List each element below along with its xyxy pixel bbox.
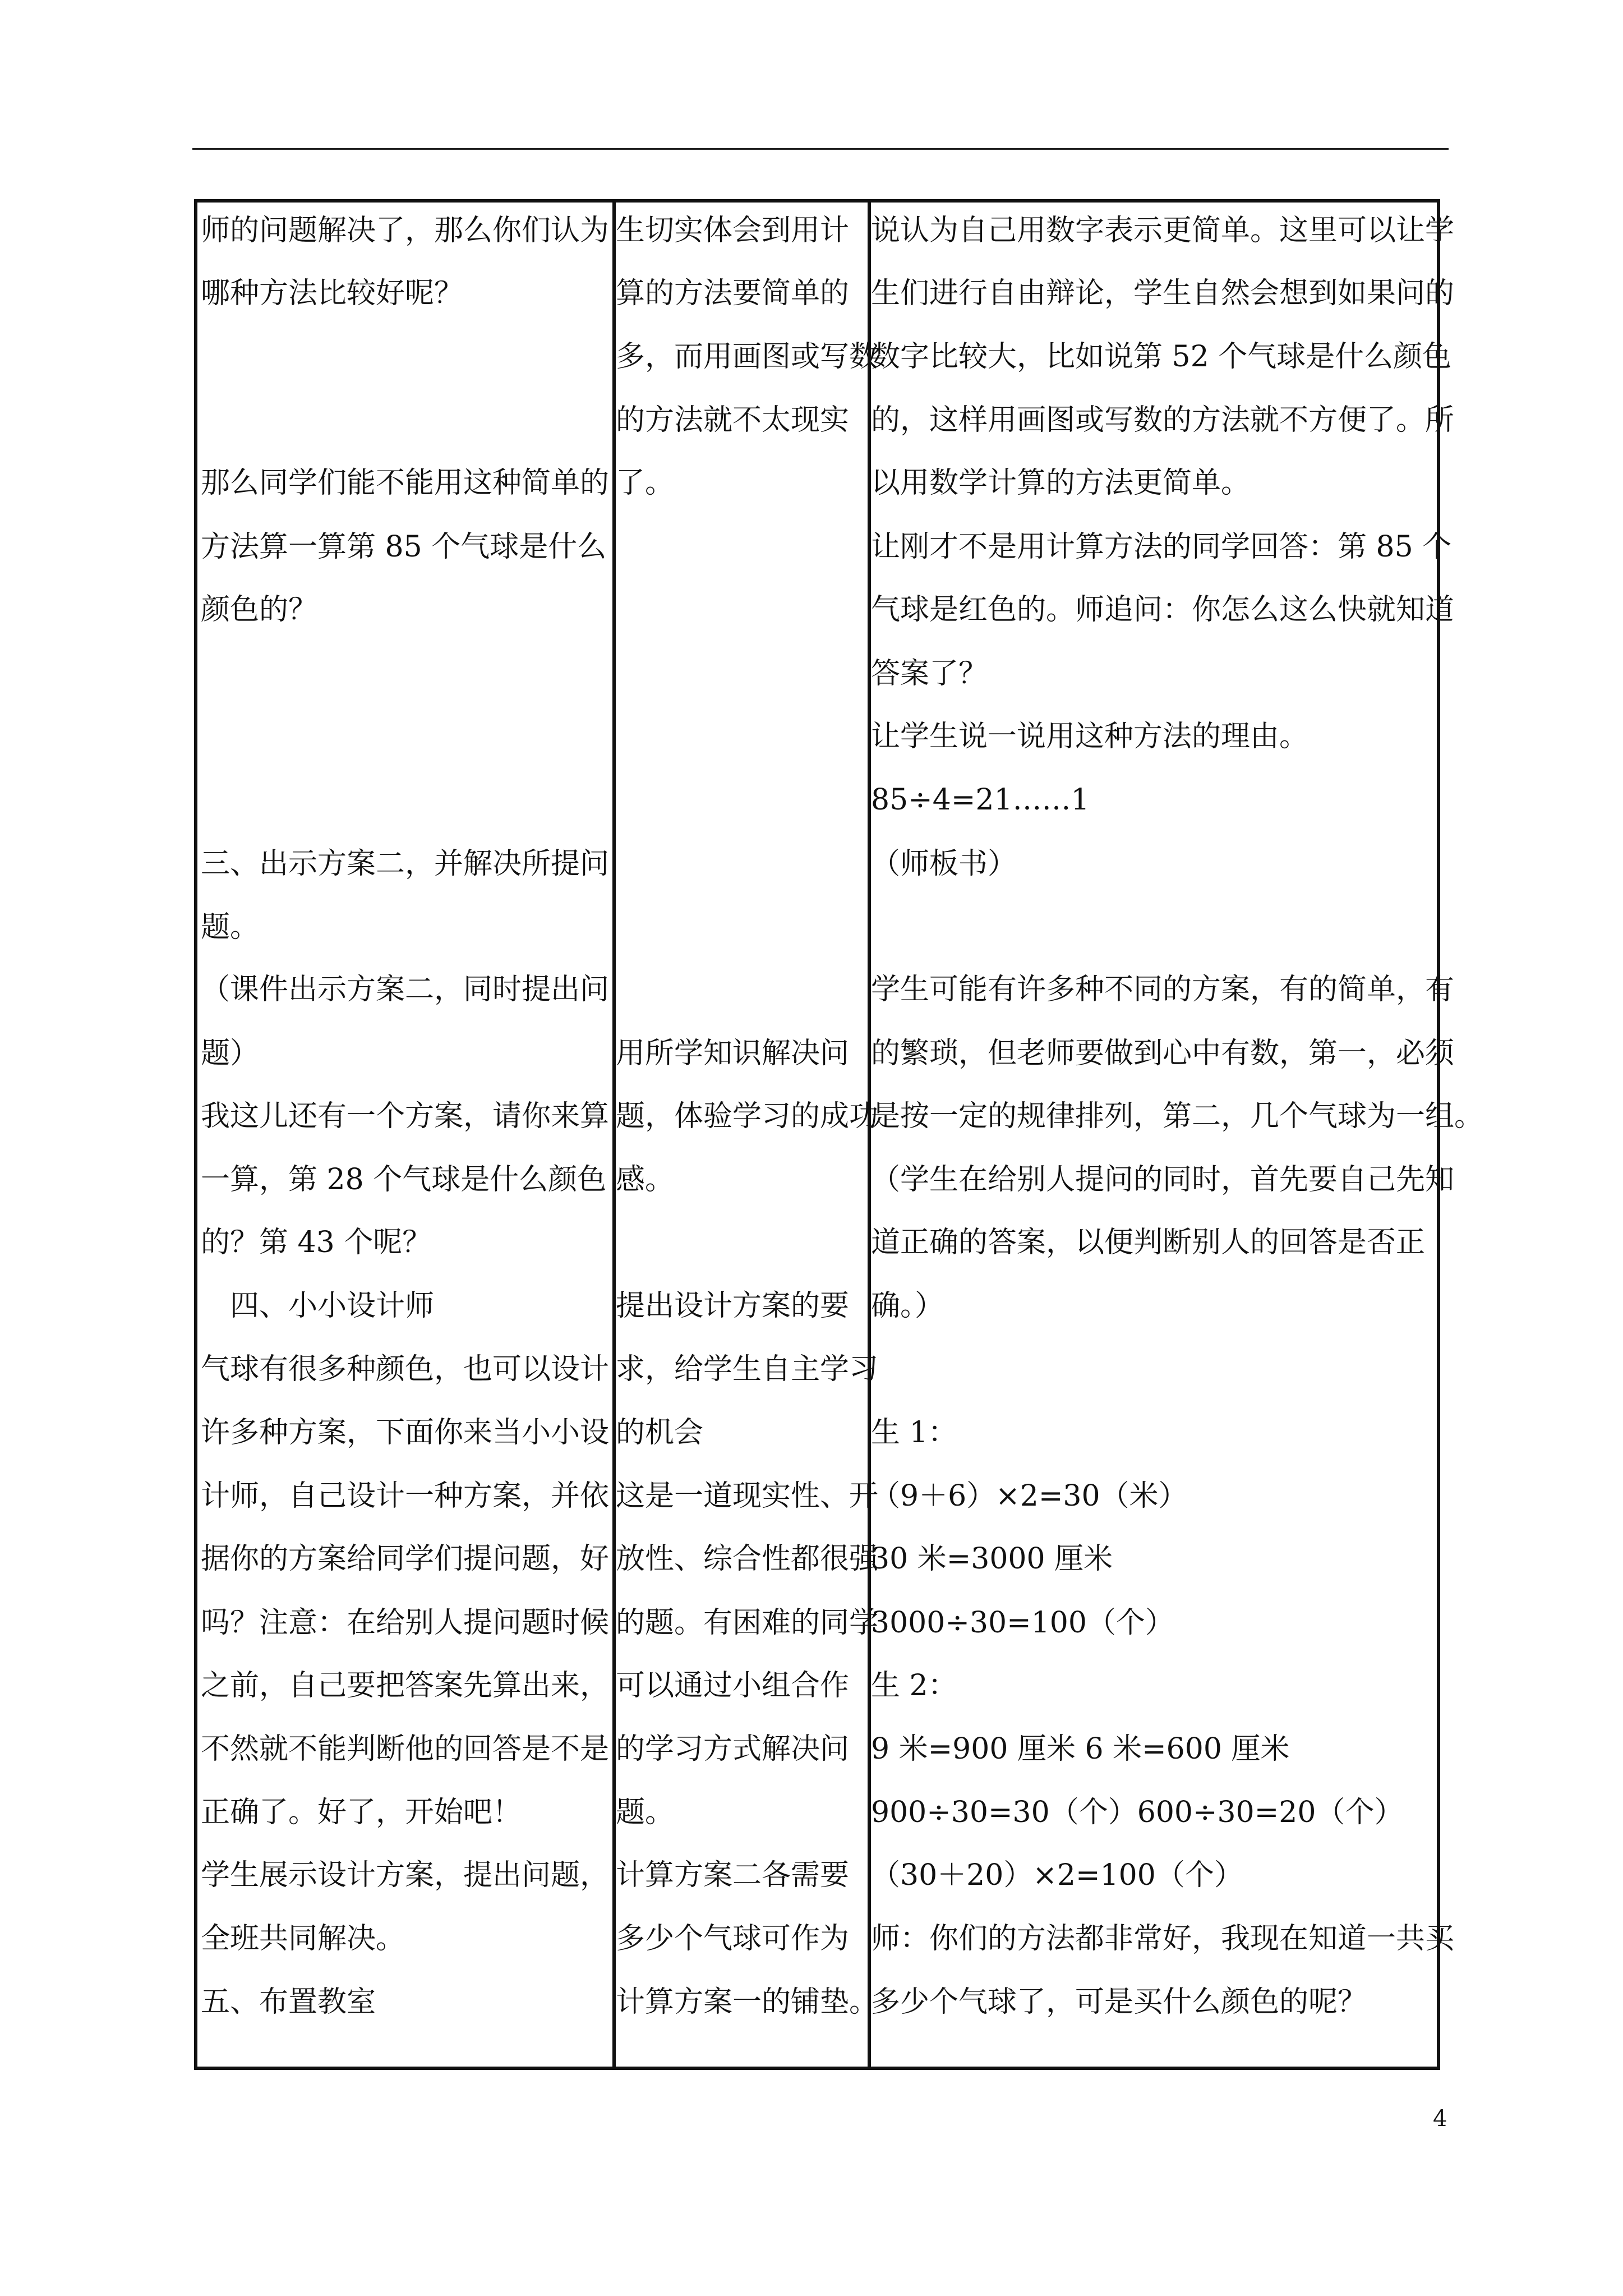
col1-line: 的？第 43 个呢？	[201, 1226, 432, 1259]
lesson-plan-table	[194, 199, 1484, 2070]
col3-line: 是按一定的规律排列，第二，几个气球为一组。	[871, 1099, 1484, 1133]
col2-line: 可以通过小组合作	[616, 1669, 850, 1703]
col3-line: （学生在给别人提问的同时，首先要自己先知	[871, 1163, 1455, 1197]
col1-line: （课件出示方案二，同时提出问	[201, 973, 610, 1006]
col3-line: 生 1：	[871, 1416, 957, 1450]
col3-line: 说认为自己用数字表示更简单。这里可以让学	[871, 214, 1455, 247]
col3-line: 让学生说一说用这种方法的理由。	[871, 720, 1309, 753]
col1-line: 据你的方案给同学们提问题，好	[201, 1542, 610, 1576]
col3-line: 生 2：	[871, 1669, 957, 1703]
col3-line: 3000÷30=100（个）	[871, 1606, 1174, 1640]
col1-line: 正确了。好了，开始吧！	[201, 1796, 522, 1829]
col3-line: 数字比较大，比如说第 52 个气球是什么颜色	[871, 340, 1452, 374]
col2-line: 题，体验学习的成功	[616, 1099, 879, 1133]
col2-line: 的学习方式解决问	[616, 1732, 850, 1766]
col1-line: 那么同学们能不能用这种简单的	[201, 466, 610, 500]
col3-line: （9＋6）×2=30（米）	[871, 1479, 1188, 1513]
col1-line: 一算，第 28 个气球是什么颜色	[201, 1163, 607, 1197]
col3-line: 以用数学计算的方法更简单。	[871, 466, 1251, 500]
col2-line: 的题。有困难的同学	[616, 1606, 879, 1640]
col3-line: 确。）	[871, 1289, 944, 1323]
col3-line: 的繁琐，但老师要做到心中有数，第一，必须	[871, 1037, 1455, 1070]
col3-line: （师板书）	[871, 847, 1017, 881]
page-number: 4	[1433, 2106, 1447, 2132]
col1-line: 学生展示设计方案，提出问题，	[201, 1858, 610, 1892]
col3-line: 答案了？	[871, 657, 988, 691]
col1-line: 五、布置教室	[201, 1985, 376, 2019]
col3-line: 师：你们的方法都非常好，我现在知道一共买	[871, 1922, 1455, 1955]
col1-line: 气球有很多种颜色，也可以设计	[201, 1352, 610, 1386]
col1-line: 三、出示方案二，并解决所提问	[201, 847, 610, 881]
col2-line: 题。	[616, 1796, 675, 1829]
col2-line: 求，给学生自主学习	[616, 1352, 879, 1386]
col2-line: 多少个气球可作为	[616, 1922, 850, 1955]
col1-line: 哪种方法比较好呢？	[201, 277, 464, 310]
col1-line: 吗？注意：在给别人提问题时候	[201, 1606, 610, 1640]
col3-line: 9 米=900 厘米 6 米=600 厘米	[871, 1732, 1290, 1766]
col2-line: 计算方案一的铺垫。	[616, 1985, 879, 2019]
col1-line: 方法算一算第 85 个气球是什么	[201, 530, 607, 564]
col1-line: 我这儿还有一个方案，请你来算	[201, 1099, 610, 1133]
col2-line: 用所学知识解决问	[616, 1037, 850, 1070]
col1-line: 题。	[201, 910, 260, 944]
col3-line: 生们进行自由辩论，学生自然会想到如果问的	[871, 277, 1455, 310]
col2-line: 提出设计方案的要	[616, 1289, 850, 1323]
col2-line: 放性、综合性都很强	[616, 1542, 879, 1576]
col3-line: 的，这样用画图或写数的方法就不方便了。所	[871, 403, 1455, 437]
col1-line: 师的问题解决了，那么你们认为	[201, 214, 610, 247]
col1-line: 题）	[201, 1037, 260, 1070]
col2-line: 的方法就不太现实	[616, 403, 850, 437]
col3-line: 让刚才不是用计算方法的同学回答：第 85 个	[871, 530, 1452, 564]
col1-line: 四、小小设计师	[201, 1289, 435, 1323]
col3-line: （30＋20）×2=100（个）	[871, 1858, 1243, 1892]
col3-line: 多少个气球了，可是买什么颜色的呢？	[871, 1985, 1367, 2019]
col2-line: 算的方法要简单的	[616, 277, 850, 310]
col1-line: 许多种方案，下面你来当小小设	[201, 1416, 610, 1450]
col2-line: 了。	[616, 466, 675, 500]
col3-line: 30 米=3000 厘米	[871, 1542, 1113, 1576]
col2-line: 多，而用画图或写数	[616, 340, 879, 374]
student-activity-column	[871, 203, 1484, 2067]
col3-line: 气球是红色的。师追问：你怎么这么快就知道	[871, 593, 1455, 627]
col1-line: 之前，自己要把答案先算出来，	[201, 1669, 610, 1703]
col3-line: 900÷30=30（个）600÷30=20（个）	[871, 1796, 1404, 1829]
header-rule	[192, 148, 1449, 150]
col2-line: 计算方案二各需要	[616, 1858, 850, 1892]
col2-line: 这是一道现实性、开	[616, 1479, 879, 1513]
design-intent-column	[616, 203, 879, 2067]
col1-line: 全班共同解决。	[201, 1922, 405, 1955]
col2-line: 的机会	[616, 1416, 704, 1450]
col2-line: 生切实体会到用计	[616, 214, 850, 247]
col1-line: 计师，自己设计一种方案，并依	[201, 1479, 610, 1513]
col1-line: 颜色的？	[201, 593, 318, 627]
col1-line: 不然就不能判断他的回答是不是	[201, 1732, 610, 1766]
col3-line: 道正确的答案，以便判断别人的回答是否正	[871, 1226, 1426, 1259]
col3-line: 85÷4=21……1	[871, 783, 1090, 817]
col3-line: 学生可能有许多种不同的方案，有的简单，有	[871, 973, 1455, 1006]
col2-line: 感。	[616, 1163, 675, 1197]
teaching-process-column	[197, 203, 612, 2067]
